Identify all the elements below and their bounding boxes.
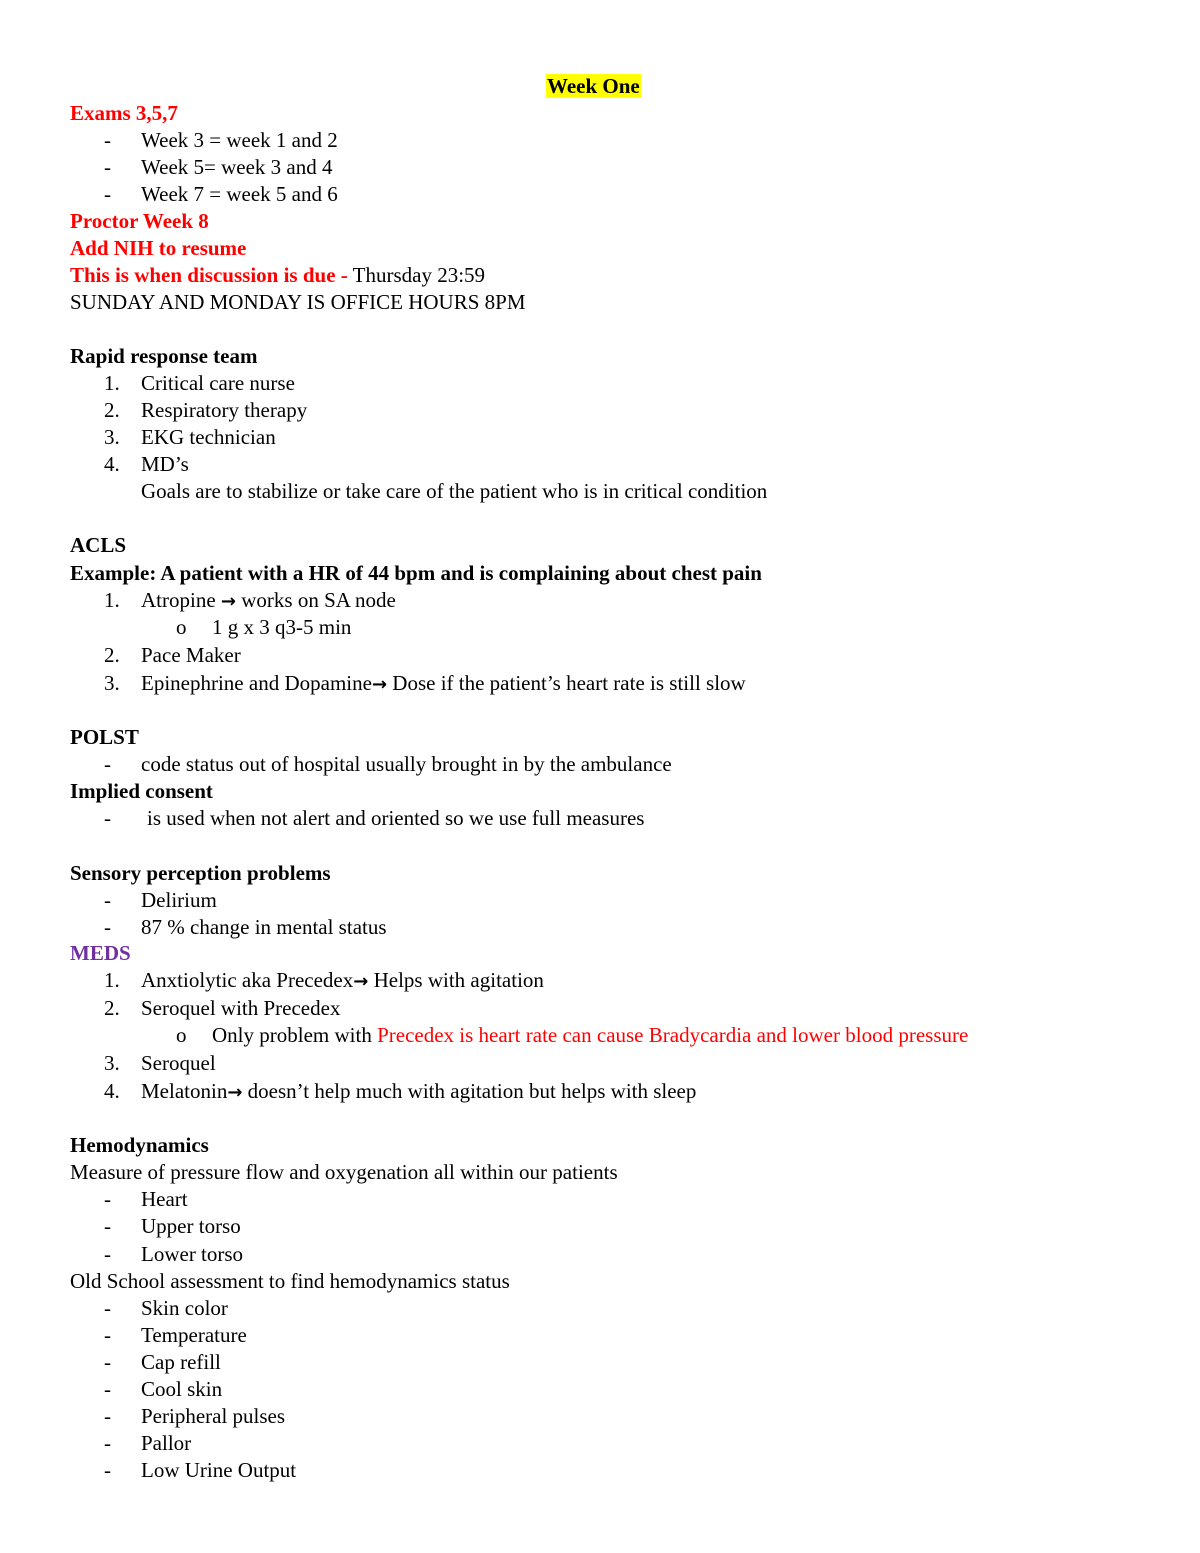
hemodynamics-item: Upper torso (141, 1214, 241, 1238)
exams-item: Week 7 = week 5 and 6 (141, 182, 338, 206)
acls-sub-item: 1 g x 3 q3-5 min (212, 615, 352, 639)
old-school-assessment: Old School assessment to find hemodynamics status (70, 1269, 510, 1293)
implied-consent-heading: Implied consent (70, 779, 213, 803)
dash-marker: - (104, 1214, 111, 1238)
meds-item (141, 967, 544, 995)
list-number: 2. (104, 996, 120, 1020)
list-number: 2. (104, 643, 120, 667)
acls-item-detail: Dose if the patient’s heart rate is still slow (392, 671, 746, 695)
meds-sub-warning: Precedex is heart rate can cause Bradycardia and lower blood pressure (377, 1023, 969, 1047)
acls-item (141, 587, 396, 615)
rapid-response-item: Critical care nurse (141, 371, 295, 395)
nih-note: Add NIH to resume (70, 236, 247, 260)
acls-item-name: Atropine (141, 588, 216, 612)
meds-heading: MEDS (70, 941, 131, 965)
discussion-when: Thursday 23:59 (352, 263, 486, 287)
rapid-response-item: EKG technician (141, 425, 276, 449)
dash-marker: - (104, 1350, 111, 1374)
acls-item-detail: works on SA node (241, 588, 396, 612)
dash-marker: - (104, 1323, 111, 1347)
rapid-response-goals: Goals are to stabilize or take care of the patient who is in critical condition (141, 479, 768, 503)
meds-item-detail: Helps with agitation (373, 968, 544, 992)
discussion-label: This is when discussion is due - (70, 263, 348, 287)
meds-sub-item (212, 1022, 968, 1048)
dash-marker: - (104, 888, 111, 912)
arrow-icon: → (371, 674, 388, 695)
acls-item: Pace Maker (141, 643, 241, 667)
hemodynamics-item: Heart (141, 1187, 188, 1211)
proctor-note: Proctor Week 8 (70, 209, 209, 233)
sensory-item: 87 % change in mental status (141, 915, 387, 939)
dash-marker: - (104, 1296, 111, 1320)
meds-item: Seroquel with Precedex (141, 996, 341, 1020)
list-number: 1. (104, 588, 120, 612)
list-number: 3. (104, 425, 120, 449)
office-hours: SUNDAY AND MONDAY IS OFFICE HOURS 8PM (70, 290, 526, 314)
acls-item (141, 670, 746, 698)
arrow-icon: → (353, 971, 369, 992)
dash-marker: - (104, 155, 111, 179)
dash-marker: - (104, 1377, 111, 1401)
meds-item-name: Anxtiolytic aka Precedex (141, 968, 354, 992)
dash-marker: - (104, 182, 111, 206)
dash-marker: - (104, 806, 111, 830)
list-number: 3. (104, 1051, 120, 1075)
list-number: 1. (104, 968, 120, 992)
dash-marker: - (104, 915, 111, 939)
arrow-icon: → (220, 591, 236, 612)
rapid-response-item: MD’s (141, 452, 189, 476)
polst-item: code status out of hospital usually brought in by the ambulance (141, 752, 672, 776)
hemodynamics-item: Lower torso (141, 1242, 244, 1266)
page-title: Week One (547, 74, 640, 98)
exams-item: Week 3 = week 1 and 2 (141, 128, 338, 152)
meds-item (141, 1078, 696, 1106)
acls-heading: ACLS (70, 533, 127, 557)
dash-marker: - (104, 1431, 111, 1455)
dash-marker: - (104, 1242, 111, 1266)
meds-item: Seroquel (141, 1051, 216, 1075)
list-number: 3. (104, 671, 120, 695)
assessment-item: Temperature (141, 1323, 247, 1347)
dash-marker: - (104, 1458, 111, 1482)
dash-marker: - (104, 1404, 111, 1428)
dash-marker: - (104, 752, 111, 776)
acls-example: Example: A patient with a HR of 44 bpm and is complaining about chest pain (70, 561, 762, 585)
sensory-item: Delirium (141, 888, 217, 912)
list-number: 4. (104, 1079, 120, 1103)
exams-heading: Exams 3,5,7 (70, 101, 178, 125)
rapid-response-item: Respiratory therapy (141, 398, 308, 422)
hemodynamics-heading: Hemodynamics (70, 1133, 209, 1157)
list-number: 1. (104, 371, 120, 395)
meds-sub-prefix: Only problem with (212, 1023, 372, 1047)
rapid-response-heading: Rapid response team (70, 344, 258, 368)
circle-bullet-marker: o (176, 615, 187, 639)
assessment-item: Cap refill (141, 1350, 221, 1374)
polst-heading: POLST (70, 725, 139, 749)
sensory-heading: Sensory perception problems (70, 861, 331, 885)
dash-marker: - (104, 1187, 111, 1211)
implied-consent-item: is used when not alert and oriented so we use full measures (147, 806, 645, 830)
hemodynamics-desc: Measure of pressure flow and oxygenation all within our patients (70, 1160, 618, 1184)
assessment-item: Cool skin (141, 1377, 223, 1401)
discussion-note (70, 262, 485, 288)
assessment-item: Low Urine Output (141, 1458, 297, 1482)
list-number: 4. (104, 452, 120, 476)
meds-item-name: Melatonin (141, 1079, 228, 1103)
meds-item-detail: doesn’t help much with agitation but helps with sleep (247, 1079, 697, 1103)
dash-marker: - (104, 128, 111, 152)
arrow-icon: → (227, 1082, 243, 1103)
assessment-item: Skin color (141, 1296, 228, 1320)
list-number: 2. (104, 398, 120, 422)
circle-bullet-marker: o (176, 1023, 187, 1047)
assessment-item: Peripheral pulses (141, 1404, 286, 1428)
exams-item: Week 5= week 3 and 4 (141, 155, 333, 179)
assessment-item: Pallor (141, 1431, 192, 1455)
acls-item-name: Epinephrine and Dopamine (141, 671, 372, 695)
